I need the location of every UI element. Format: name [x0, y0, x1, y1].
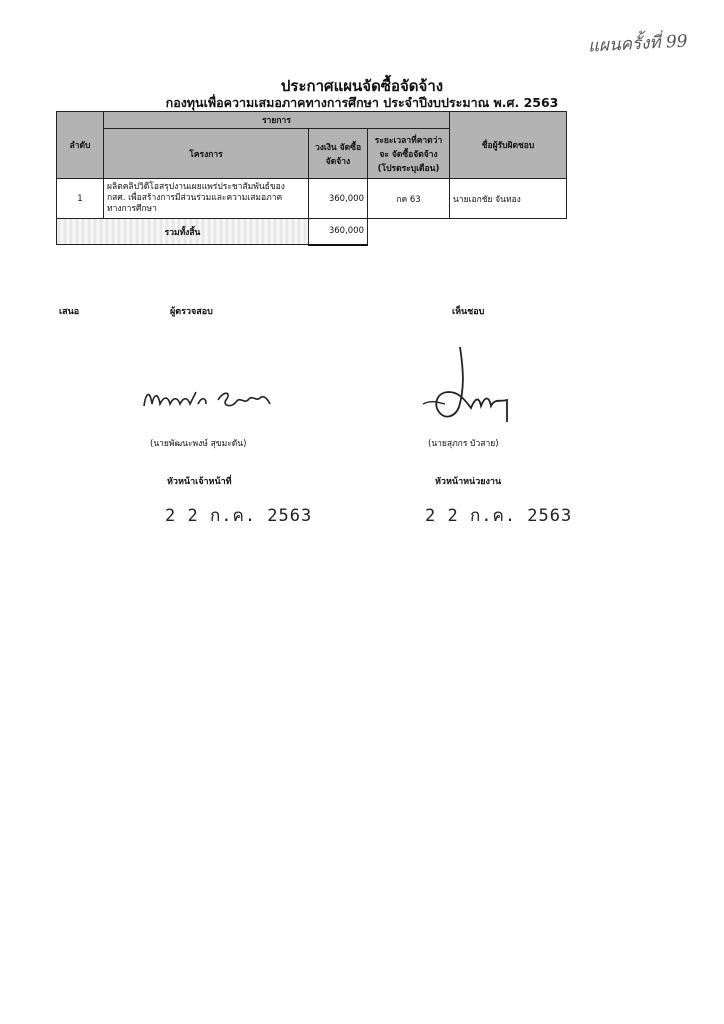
row-project: ผลิตคลิปวิดีโอสรุปงานเผยแพร่ประชาสัมพันธ์ของ กสศ. เพื่อสร้างการมีส่วนร่วมและความเสมอภาค ทางการศึกษา: [104, 179, 309, 219]
document-title: ประกาศแผนจัดซื้อจัดจ้าง: [280, 77, 444, 95]
right-date-stamp: 2 2 ก.ค. 2563: [425, 506, 573, 526]
left-signer-name: (นายพัฒนะพงษ์ สุขมะดัน): [150, 439, 247, 449]
right-signature-image: [415, 342, 525, 427]
header-project: โครงการ: [104, 129, 309, 179]
row-no: 1: [57, 179, 104, 219]
approve-label: เห็นชอบ: [452, 307, 485, 317]
total-value: 360,000: [309, 219, 368, 245]
right-signer-position: หัวหน้าหน่วยงาน: [435, 477, 502, 487]
header-budget: วงเงิน จัดซื้อจัดจ้าง: [309, 129, 368, 179]
reviewer-label: ผู้ตรวจสอบ: [170, 307, 213, 317]
document-subtitle: กองทุนเพื่อความเสมอภาคทางการศึกษา ประจำปีงบประมาณ พ.ศ. 2563: [165, 95, 559, 110]
header-period: ระยะเวลาที่คาดว่าจะ จัดซื้อจัดจ้าง (โปรดระบุเดือน): [368, 129, 450, 179]
header-items-group: รายการ: [104, 112, 450, 129]
row-period: กค 63: [368, 179, 450, 219]
row-owner: นายเอกชัย จันทอง: [450, 179, 567, 219]
handwritten-note: แผนครั้งที่ 99: [587, 31, 689, 57]
header-no: ลำดับ: [57, 112, 104, 179]
table-row: [57, 179, 567, 219]
total-label: รวมทั้งสิ้น: [57, 219, 309, 245]
row-budget: 360,000: [309, 179, 368, 219]
procurement-plan-table: [56, 111, 567, 246]
left-signer-position: หัวหน้าเจ้าหน้าที่: [167, 477, 232, 487]
header-owner: ชื่อผู้รับผิดชอบ: [450, 112, 567, 179]
right-signer-name: (นายสุภกร บัวสาย): [428, 439, 499, 449]
left-signature-image: [140, 378, 275, 418]
propose-label: เสนอ: [59, 307, 80, 317]
left-date-stamp: 2 2 ก.ค. 2563: [165, 506, 313, 526]
